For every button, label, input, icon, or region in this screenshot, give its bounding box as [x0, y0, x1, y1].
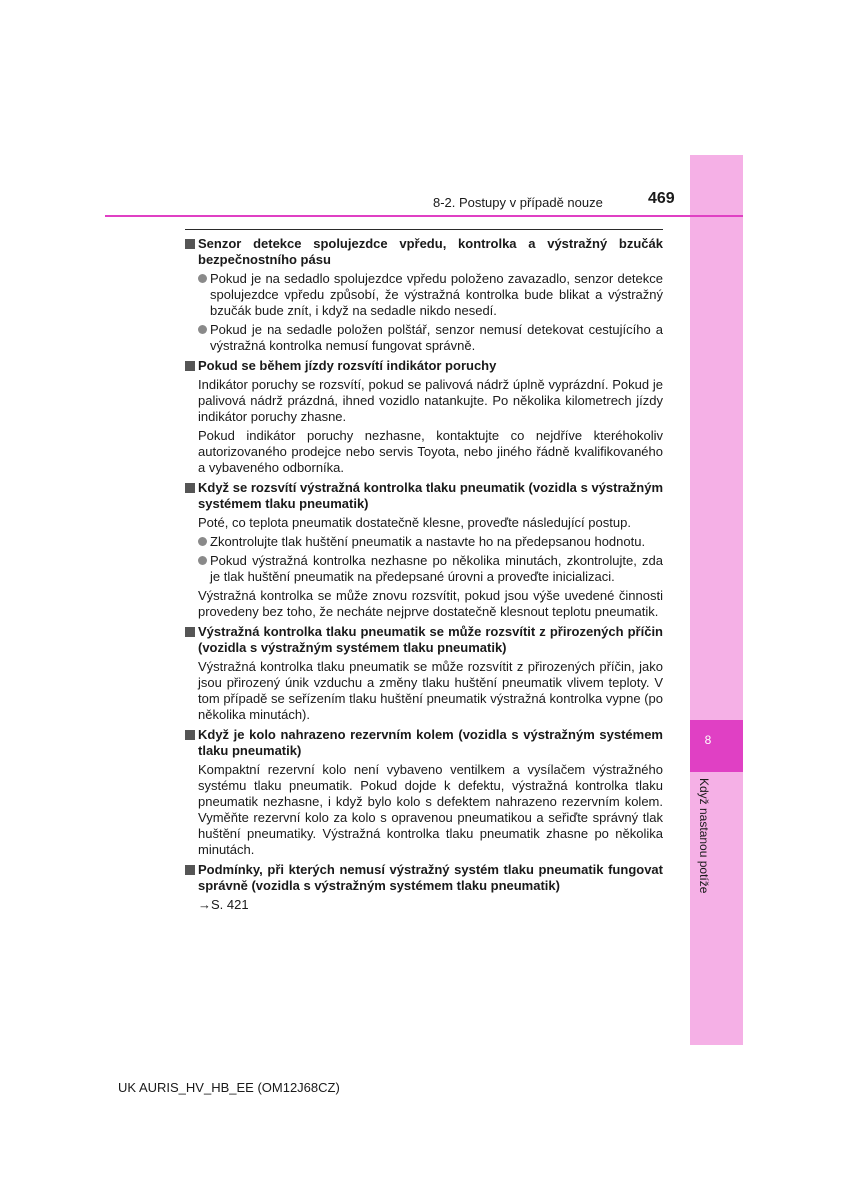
chapter-title: Když nastanou potíže — [697, 778, 711, 894]
list-item-text: Pokud výstražná kontrolka nezhasne po několika minutách, zkontrolujte, zda je tlak huštění pneumatik na předepsané úrovni a proveďte inicializaci. — [210, 553, 663, 584]
block-heading — [185, 480, 663, 512]
block-heading-text: Když se rozsvítí výstražná kontrolka tlaku pneumatik (vozidla s výstražným systémem tlaku pneumatik) — [198, 480, 663, 511]
paragraph: Indikátor poruchy se rozsvítí, pokud se palivová nádrž úplně vyprázdní. Pokud je palivová nádrž prázdná, ihned vozidlo natankujte. Po několika kilometrech jízdy indikátor poruchy zhasne. — [198, 377, 663, 424]
block-heading-text: Podmínky, při kterých nemusí výstražný systém tlaku pneumatik fungovat správně (vozidla s výstražným systémem tlaku pneumatik) — [198, 862, 663, 893]
chapter-number: 8 — [704, 733, 712, 747]
paragraph: Pokud indikátor poruchy nezhasne, kontaktujte co nejdříve kteréhokoliv autorizovaného prodejce nebo servis Toyota, nebo jiného řádně kvalifikovaného a vybaveného odborníka. — [198, 428, 663, 475]
block-heading — [185, 236, 663, 268]
paragraph: Kompaktní rezervní kolo není vybaveno ventilkem a vysílačem výstražného systému tlaku pneumatik. Pokud dojde k defektu, výstražná kontrolka tlaku pneumatik nezhasne, i když bylo kolo s defektem nahrazeno rezervním kolem. Vyměňte rezervní kolo za kolo s opravenou pneumatikou a seřiďte správný tlak huštění pneumatiky. Výstražná kontrolka tlaku pneumatik zhasne po několika minutách. — [198, 762, 663, 857]
block-heading-text: Když je kolo nahrazeno rezervním kolem (vozidla s výstražným systémem tlaku pneumatik) — [198, 727, 663, 758]
circle-bullet-icon — [198, 537, 207, 546]
page-content — [185, 236, 663, 913]
list-item-text: Pokud je na sedadlo spolujezdce vpředu položeno zavazadlo, senzor detekce spolujezdce vpředu způsobí, že výstražná kontrolka bude blikat a výstražný bzučák bude znít, i když na sedadle nikdo nesedí. — [210, 271, 663, 318]
circle-bullet-icon — [198, 274, 207, 283]
page-reference-link[interactable]: →S. 421 — [198, 897, 249, 912]
chapter-number-block[interactable] — [690, 720, 743, 772]
circle-bullet-icon — [198, 325, 207, 334]
block-heading-text: Senzor detekce spolujezdce vpředu, kontrolka a výstražný bzučák bezpečnostního pásu — [198, 236, 663, 267]
list-item — [198, 271, 663, 319]
list-item-text: Zkontrolujte tlak huštění pneumatik a nastavte ho na předepsanou hodnotu. — [210, 534, 646, 549]
paragraph: Poté, co teplota pneumatik dostatečně klesne, proveďte následující postup. — [198, 515, 631, 530]
block-heading-text: Výstražná kontrolka tlaku pneumatik se může rozsvítit z přirozených příčin (vozidla s výstražným systémem tlaku pneumatik) — [198, 624, 663, 655]
block-heading — [185, 624, 663, 656]
list-item-text: Pokud je na sedadle položen polštář, senzor nemusí detekovat cestujícího a výstražná kontrolka nemusí fungovat správně. — [210, 322, 663, 353]
footer-model-code: UK AURIS_HV_HB_EE (OM12J68CZ) — [118, 1080, 340, 1095]
list-item — [198, 322, 663, 354]
paragraph: Výstražná kontrolka se může znovu rozsvítit, pokud jsou výše uvedené činnosti provedeny bez toho, že necháte nejprve dostatečně klesnout teplotu pneumatik. — [198, 588, 663, 619]
block-heading — [185, 358, 663, 374]
paragraph: Výstražná kontrolka tlaku pneumatik se může rozsvítit z přirozených příčin, jako jsou přirozený únik vzduchu a změny tlaku huštění pneumatik vlivem teploty. V tom případě se seřízením tlaku huštění pneumatik výstražná kontrolka vypne (po několika minutách). — [198, 659, 663, 722]
circle-bullet-icon — [198, 556, 207, 565]
header-sub-rule — [185, 229, 663, 230]
block-heading — [185, 862, 663, 894]
block-heading-text: Pokud se během jízdy rozsvítí indikátor poruchy — [198, 358, 497, 373]
square-bullet-icon — [185, 361, 195, 371]
list-item — [198, 534, 663, 550]
square-bullet-icon — [185, 730, 195, 740]
header-rule — [105, 215, 743, 217]
chapter-side-tab — [690, 155, 743, 1045]
list-item — [198, 553, 663, 585]
square-bullet-icon — [185, 483, 195, 493]
block-heading — [185, 727, 663, 759]
square-bullet-icon — [185, 865, 195, 875]
section-title: 8-2. Postupy v případě nouze — [433, 195, 603, 210]
square-bullet-icon — [185, 627, 195, 637]
square-bullet-icon — [185, 239, 195, 249]
page-number: 469 — [648, 190, 675, 207]
